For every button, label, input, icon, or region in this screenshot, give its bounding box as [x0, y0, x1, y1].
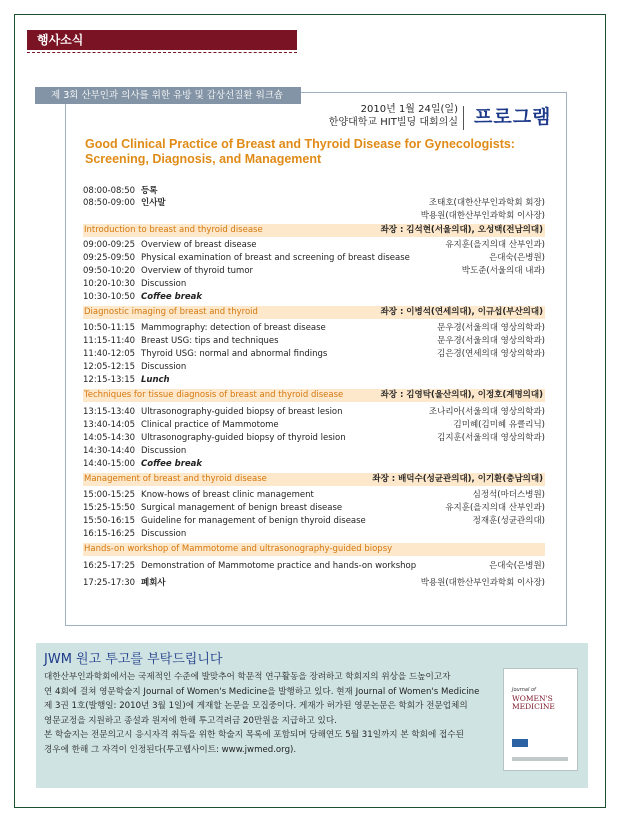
speaker: 조나리아(서울의대 영상의학과)	[428, 407, 545, 417]
time-slot: 15:50-16:15	[83, 516, 136, 526]
talk-title: Thyroid USG: normal and abnormal findings	[141, 349, 328, 359]
time-slot: 14:40-15:00	[83, 459, 136, 469]
schedule-row	[83, 265, 545, 277]
cover-title-line: WOMEN'S	[512, 694, 553, 703]
jwm-line: 본 학술지는 전문의고시 응시자격 취득을 위한 학술지 목록에 포함되며 당해연도 5월 31일까지 본 학회에 접수된	[44, 730, 464, 740]
talk-title: Discussion	[141, 529, 187, 539]
schedule-row	[83, 560, 545, 572]
workshop-tab: 제 3회 산부인과 의사를 위한 유방 및 갑상선질환 워크숍	[35, 87, 301, 104]
title-divider	[463, 106, 464, 130]
session-header	[83, 543, 545, 556]
talk-title: Breast USG: tips and techniques	[141, 336, 279, 346]
talk-title: Discussion	[141, 362, 187, 372]
schedule-row	[83, 322, 545, 334]
speaker: 정재훈(성균관의대)	[472, 516, 545, 526]
time-slot: 08:00-08:50	[83, 186, 136, 196]
speaker: 유지훈(을지의대 산부인과)	[445, 240, 545, 250]
event-venue: 한양대학교 HIT빌딩 대회의실	[328, 117, 458, 128]
event-date-venue	[310, 103, 458, 129]
schedule-row	[83, 419, 545, 431]
speaker: 박용원(대한산부인과학회 이사장)	[420, 211, 545, 221]
schedule-row	[83, 185, 545, 197]
talk-title: Discussion	[141, 446, 187, 456]
time-slot: 09:00-09:25	[83, 240, 136, 250]
session-title: Introduction to breast and thyroid disease	[84, 225, 263, 235]
schedule-row	[83, 291, 545, 303]
time-slot: 12:15-13:15	[83, 375, 136, 385]
time-slot: 16:15-16:25	[83, 529, 136, 539]
speaker: 조태호(대한산부인과학회 회장)	[428, 198, 545, 208]
time-slot: 13:40-14:05	[83, 420, 136, 430]
time-slot: 10:30-10:50	[83, 292, 136, 302]
session-header	[83, 389, 545, 402]
talk-title: Clinical practice of Mammotome	[141, 420, 279, 430]
program-title: 프로그램	[474, 106, 552, 128]
speaker: 유지훈(을지의대 산부인과)	[445, 503, 545, 513]
schedule-row	[83, 210, 545, 222]
cover-journal-of: Journal of	[512, 687, 536, 693]
schedule-row	[83, 489, 545, 501]
schedule-row	[83, 458, 545, 470]
schedule-row	[83, 374, 545, 386]
talk-title: Discussion	[141, 279, 187, 289]
schedule-row	[83, 502, 545, 514]
talk-title: Overview of breast disease	[141, 240, 257, 250]
time-slot: 11:15-11:40	[83, 336, 136, 346]
session-chair: 좌장 : 김영탁(울산의대), 이정호(계명의대)	[380, 390, 543, 400]
schedule-row	[83, 278, 545, 290]
talk-title: Ultrasonography-guided biopsy of breast lesion	[141, 407, 343, 417]
session-title: Hands-on workshop of Mammotome and ultrasonography-guided biopsy	[84, 544, 393, 554]
session-header	[83, 473, 545, 486]
schedule-row	[83, 445, 545, 457]
speaker: 박도준(서울의대 내과)	[461, 266, 545, 276]
schedule-row	[83, 528, 545, 540]
schedule-row	[83, 197, 545, 209]
schedule-row	[83, 361, 545, 373]
schedule-row	[83, 577, 545, 589]
speaker: 은대숙(은병원)	[489, 253, 545, 263]
speaker: 박용원(대한산부인과학회 이사장)	[420, 578, 545, 588]
speaker: 김미혜(김미혜 유클리닉)	[453, 420, 545, 430]
speaker: 김지훈(서울의대 영상의학과)	[437, 433, 545, 443]
time-slot: 09:25-09:50	[83, 253, 136, 263]
talk-title: Coffee break	[141, 292, 203, 302]
talk-title: Coffee break	[141, 459, 203, 469]
main-title: Good Clinical Practice of Breast and Thyroid Disease for Gynecologists: Screening, Diagnosis, and Management	[85, 137, 515, 166]
talk-title: 인사말	[141, 198, 166, 208]
speaker: 문우경(서울의대 영상의학과)	[437, 336, 545, 346]
talk-title: Overview of thyroid tumor	[141, 266, 254, 276]
talk-title: Mammography: detection of breast disease	[141, 323, 326, 333]
session-chair: 좌장 : 김석현(서울의대), 오성택(전남의대)	[380, 225, 543, 235]
session-header	[83, 224, 545, 237]
cover-title	[512, 695, 555, 711]
time-slot: 15:25-15:50	[83, 503, 136, 513]
time-slot: 10:50-11:15	[83, 323, 136, 333]
time-slot: 14:05-14:30	[83, 433, 136, 443]
talk-title: 등록	[141, 186, 158, 196]
speaker: 문우경(서울의대 영상의학과)	[437, 323, 545, 333]
time-slot: 11:40-12:05	[83, 349, 136, 359]
speaker: 은대숙(은병원)	[489, 561, 545, 571]
talk-title: Know-hows of breast clinic management	[141, 490, 314, 500]
cover-footer-bar	[512, 757, 568, 761]
jwm-line: 영문교정을 지원하고 종설과 원저에 한해 투고격려금 20만원을 지급하고 있다.	[44, 715, 337, 726]
talk-title: Demonstration of Mammotome practice and hands-on workshop	[141, 561, 417, 571]
speaker: 김은경(연세의대 영상의학과)	[437, 349, 545, 359]
schedule-row	[83, 432, 545, 444]
talk-title: Surgical management of benign breast disease	[141, 503, 343, 513]
time-slot: 09:50-10:20	[83, 266, 136, 276]
section-label: 행사소식	[27, 30, 297, 50]
schedule-row	[83, 515, 545, 527]
jwm-notice-text	[44, 670, 504, 757]
speaker: 심정석(마더스병원)	[472, 490, 545, 500]
talk-title: Ultrasonography-guided biopsy of thyroid lesion	[141, 433, 346, 443]
schedule-row	[83, 406, 545, 418]
cover-title-line: MEDICINE	[512, 702, 555, 711]
schedule-row	[83, 335, 545, 347]
time-slot: 08:50-09:00	[83, 198, 136, 208]
session-title: Management of breast and thyroid disease	[84, 474, 267, 484]
journal-cover-image	[503, 668, 578, 771]
talk-title: 폐회사	[141, 578, 166, 588]
schedule-row	[83, 252, 545, 264]
session-title: Techniques for tissue diagnosis of breast and thyroid disease	[84, 390, 344, 400]
time-slot: 16:25-17:25	[83, 561, 136, 571]
event-date: 2010년 1월 24일(일)	[360, 104, 458, 115]
session-header	[83, 306, 545, 319]
time-slot: 14:30-14:40	[83, 446, 136, 456]
time-slot: 12:05-12:15	[83, 362, 136, 372]
time-slot: 17:25-17:30	[83, 578, 136, 588]
jwm-line: 대한산부인과학회에서는 국제적인 수준에 발맞추어 학문적 연구활동을 장려하고 학회지의 위상을 드높이고자	[44, 672, 451, 682]
cover-badge	[512, 739, 528, 747]
jwm-line: 경우에 한해 그 자격이 인정된다(투고웹사이트: www.jwmed.org).	[44, 744, 297, 755]
schedule-row	[83, 239, 545, 251]
time-slot: 15:00-15:25	[83, 490, 136, 500]
session-chair: 좌장 : 이병석(연세의대), 이규섭(부산의대)	[380, 307, 543, 317]
jwm-line: 연 4회에 걸쳐 영문학술지 Journal of Women's Medicine을 발행하고 있다. 현재 Journal of Women's Medicine	[44, 686, 480, 697]
session-title: Diagnostic imaging of breast and thyroid	[84, 307, 258, 317]
talk-title: Physical examination of breast and screening of breast disease	[141, 253, 410, 263]
jwm-line: 제 3권 1호(발행일: 2010년 3월 1일)에 게재할 논문을 모집중이다. 게재가 허가된 영문논문은 학회가 전문업체의	[44, 701, 468, 711]
time-slot: 10:20-10:30	[83, 279, 136, 289]
jwm-notice-title: JWM 원고 투고를 부탁드립니다	[44, 652, 223, 667]
talk-title: Lunch	[141, 375, 170, 385]
schedule-row	[83, 348, 545, 360]
talk-title: Guideline for management of benign thyroid disease	[141, 516, 366, 526]
time-slot: 13:15-13:40	[83, 407, 136, 417]
session-chair: 좌장 : 배덕수(성균관의대), 이기환(충남의대)	[372, 474, 543, 484]
